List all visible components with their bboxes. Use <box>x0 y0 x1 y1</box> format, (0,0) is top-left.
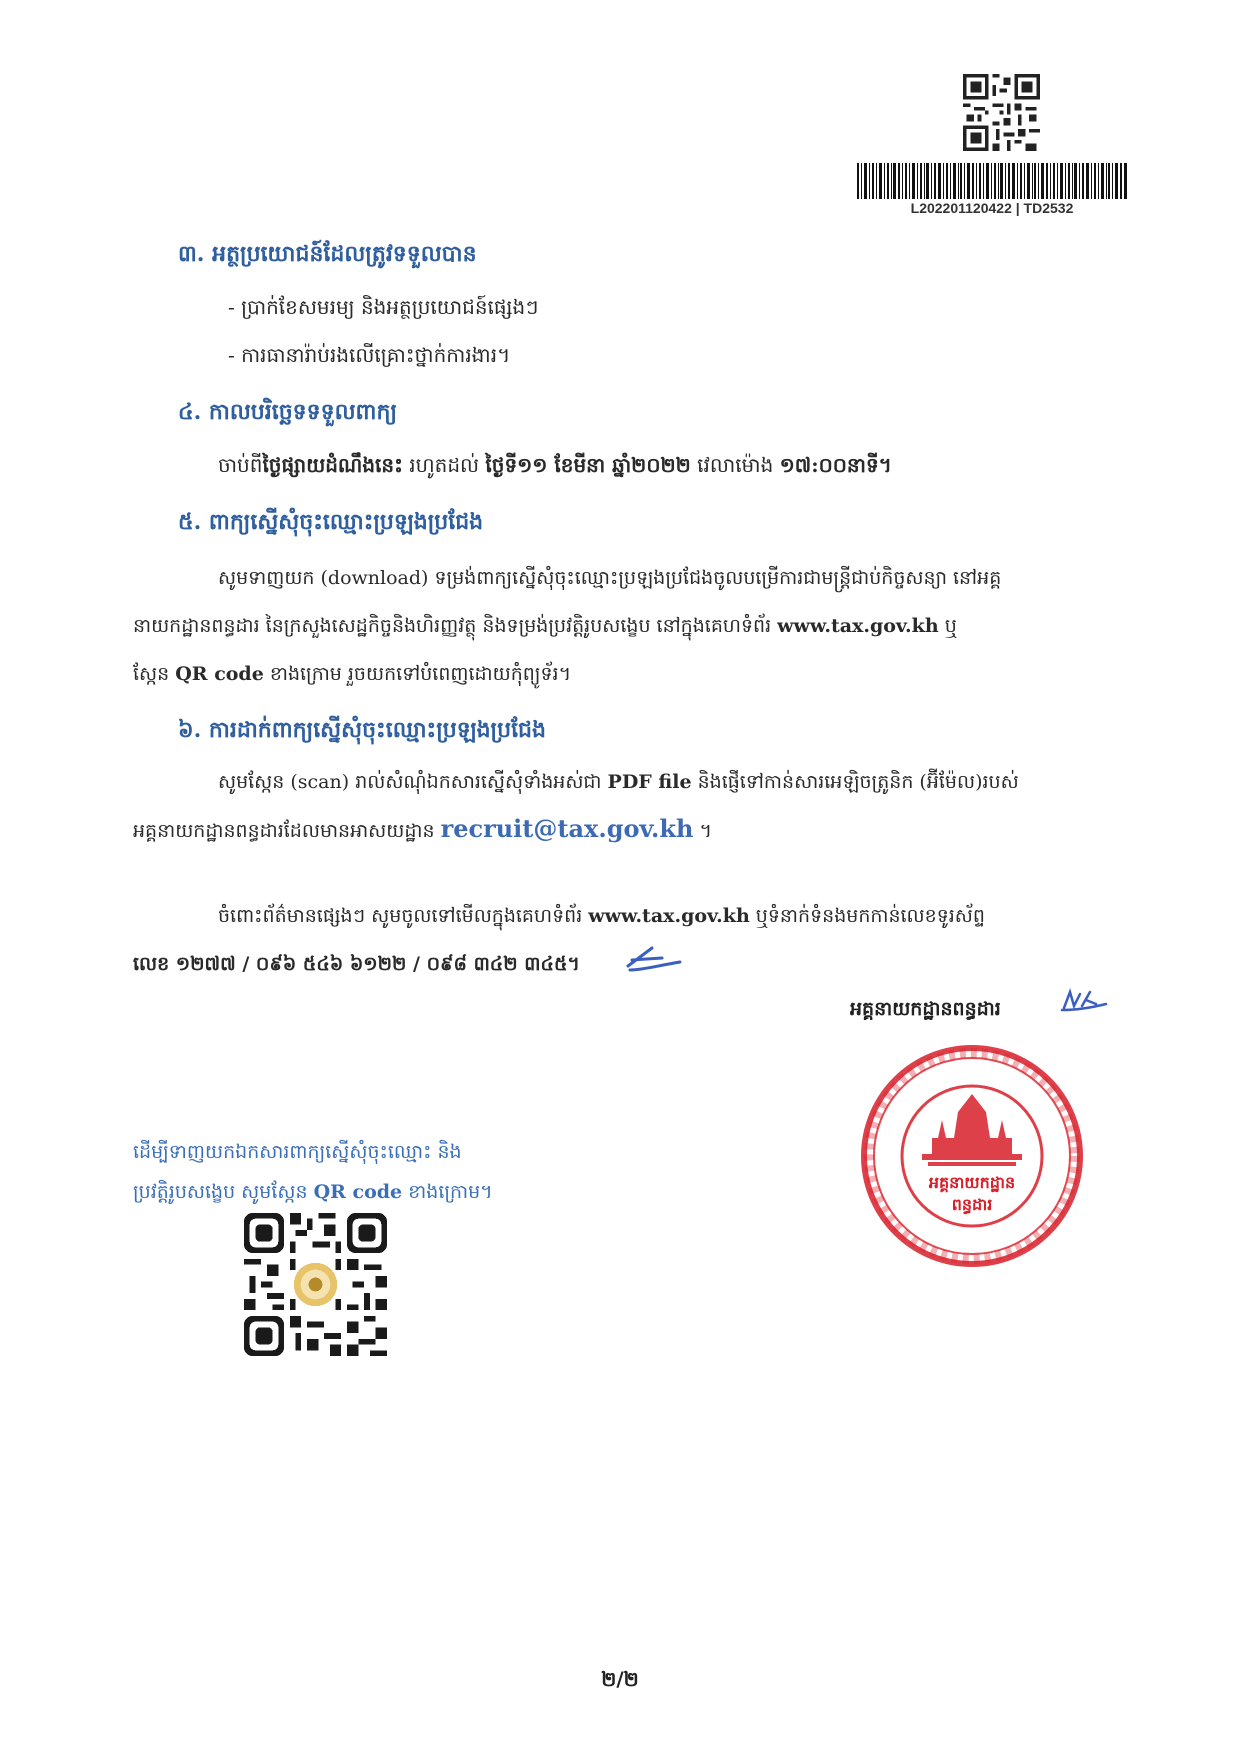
header-qr-code <box>963 74 1040 151</box>
section-6-text-email: និងផ្ញើទៅកាន់សារអេឡិចត្រូនិក (អ៊ីម៉ែល)របស់ <box>691 771 1019 793</box>
qr-note-text-end: ខាងក្រោម។ <box>402 1181 493 1203</box>
qr-note-text: ប្រវត្តិរូបសង្ខេប សូមស្កែន <box>133 1181 314 1203</box>
section-5-text-fill: ខាងក្រោម រួចយកទៅបំពេញដោយកុំព្យូទ័រ។ <box>263 663 572 685</box>
contact-line-1 <box>218 904 985 932</box>
official-seal-stamp <box>858 1042 1086 1270</box>
page-number: ២/២ <box>601 1667 639 1691</box>
barcode-caption: L202201120422 | TD2532 <box>910 200 1074 216</box>
section-5-text-scan: ស្កែន <box>133 663 176 685</box>
section-4-heading: ៤. កាលបរិច្ឆេទទទួលពាក្យ <box>178 399 397 425</box>
seal-inner-text-1: អគ្គនាយកដ្ឋាន <box>928 1173 1016 1192</box>
section-6-text-end: ។ <box>693 820 713 842</box>
section-6-text: សូមស្កែន (scan) រាល់សំណុំឯកសារស្នើសុំទាំងអស់ជា <box>218 771 608 793</box>
website-link[interactable]: www.tax.gov.kh <box>777 615 939 637</box>
period-end-time: ១៧:០០នាទី។ <box>779 453 892 477</box>
section-5-text-or: ឬ <box>938 615 957 637</box>
contact-text-phone: ឬទំនាក់ទំនងមកកាន់លេខទូរស័ព្ទ <box>749 905 985 927</box>
pdf-file-label: PDF file <box>607 771 692 793</box>
section-5-line-3 <box>133 662 571 690</box>
download-qr-code[interactable] <box>244 1213 387 1356</box>
period-end-date: ថ្ងៃទី១១ ខែមីនា ឆ្នាំ២០២២ <box>485 453 691 477</box>
signature-scribble-icon <box>1060 988 1108 1014</box>
qr-note-line-1: ដើម្បីទាញយកឯកសារពាក្យស្នើសុំចុះឈ្មោះ និង <box>133 1141 462 1163</box>
section-5-line-1: សូមទាញយក (download) ទម្រង់ពាក្យស្នើសុំចុះឈ្មោះប្រឡងប្រជែងចូលបម្រើការជាមន្ត្រីជាប់កិច្ចសន្យា នៅអគ្គ <box>218 567 1002 589</box>
application-period-line <box>218 452 892 482</box>
contact-phone-numbers: លេខ ១២៧៧ / ០៩៦ ៥៤៦ ៦១២២ / ០៩៨ ៣៤២ ៣៤៥។ <box>133 953 580 975</box>
seal-inner-text-2: ពន្ធដារ <box>951 1195 993 1214</box>
period-text-from: ចាប់ពី <box>218 453 263 477</box>
section-6-text-address: អគ្គនាយកដ្ឋានពន្ធដារដែលមានអាសយដ្ឋាន <box>133 820 441 842</box>
contact-website-link[interactable]: www.tax.gov.kh <box>588 905 750 927</box>
recruit-email-link[interactable]: recruit@tax.gov.kh <box>440 814 694 843</box>
section-5-text: នាយកដ្ឋានពន្ធដារ នៃក្រសួងសេដ្ឋកិច្ចនិងហិរញ្ញវត្ថុ និងទម្រង់ប្រវត្តិរូបសង្ខេប នៅក្នុងគេហទំព័រ <box>133 615 778 637</box>
qr-note-line-2 <box>133 1180 493 1208</box>
section-6-line-2 <box>133 814 712 847</box>
period-text-time: វេលាម៉ោង <box>690 453 780 477</box>
header-barcode <box>857 163 1127 199</box>
benefit-item-insurance: - ការធានារ៉ាប់រងលើគ្រោះថ្នាក់ការងារ។ <box>228 343 511 367</box>
qr-note-qr-label: QR code <box>313 1181 403 1203</box>
benefit-item-salary: - ប្រាក់ខែសមរម្យ និងអត្ថប្រយោជន៍ផ្សេងៗ <box>228 295 539 319</box>
section-6-heading: ៦. ការដាក់ពាក្យស្នើសុំចុះឈ្មោះប្រឡងប្រជែង <box>178 717 546 743</box>
qr-code-label: QR code <box>175 663 264 685</box>
period-text-until: រហូតដល់ <box>402 453 486 477</box>
section-5-line-2 <box>133 614 957 642</box>
section-5-heading: ៥. ពាក្យស្នើសុំចុះឈ្មោះប្រឡងប្រជែង <box>178 509 484 535</box>
section-3-heading: ៣. អត្ថប្រយោជន៍ដែលត្រូវទទួលបាន <box>178 241 477 267</box>
section-6-line-1 <box>218 770 1019 798</box>
signature-title: អគ្គនាយកដ្ឋានពន្ធដារ <box>850 998 1001 1020</box>
contact-text: ចំពោះព័ត៌មានផ្សេងៗ សូមចូលទៅមើលក្នុងគេហទំព័រ <box>218 905 589 927</box>
period-start: ថ្ងៃផ្សាយដំណឹងនេះ <box>262 453 403 477</box>
initial-scribble-icon <box>622 944 684 976</box>
